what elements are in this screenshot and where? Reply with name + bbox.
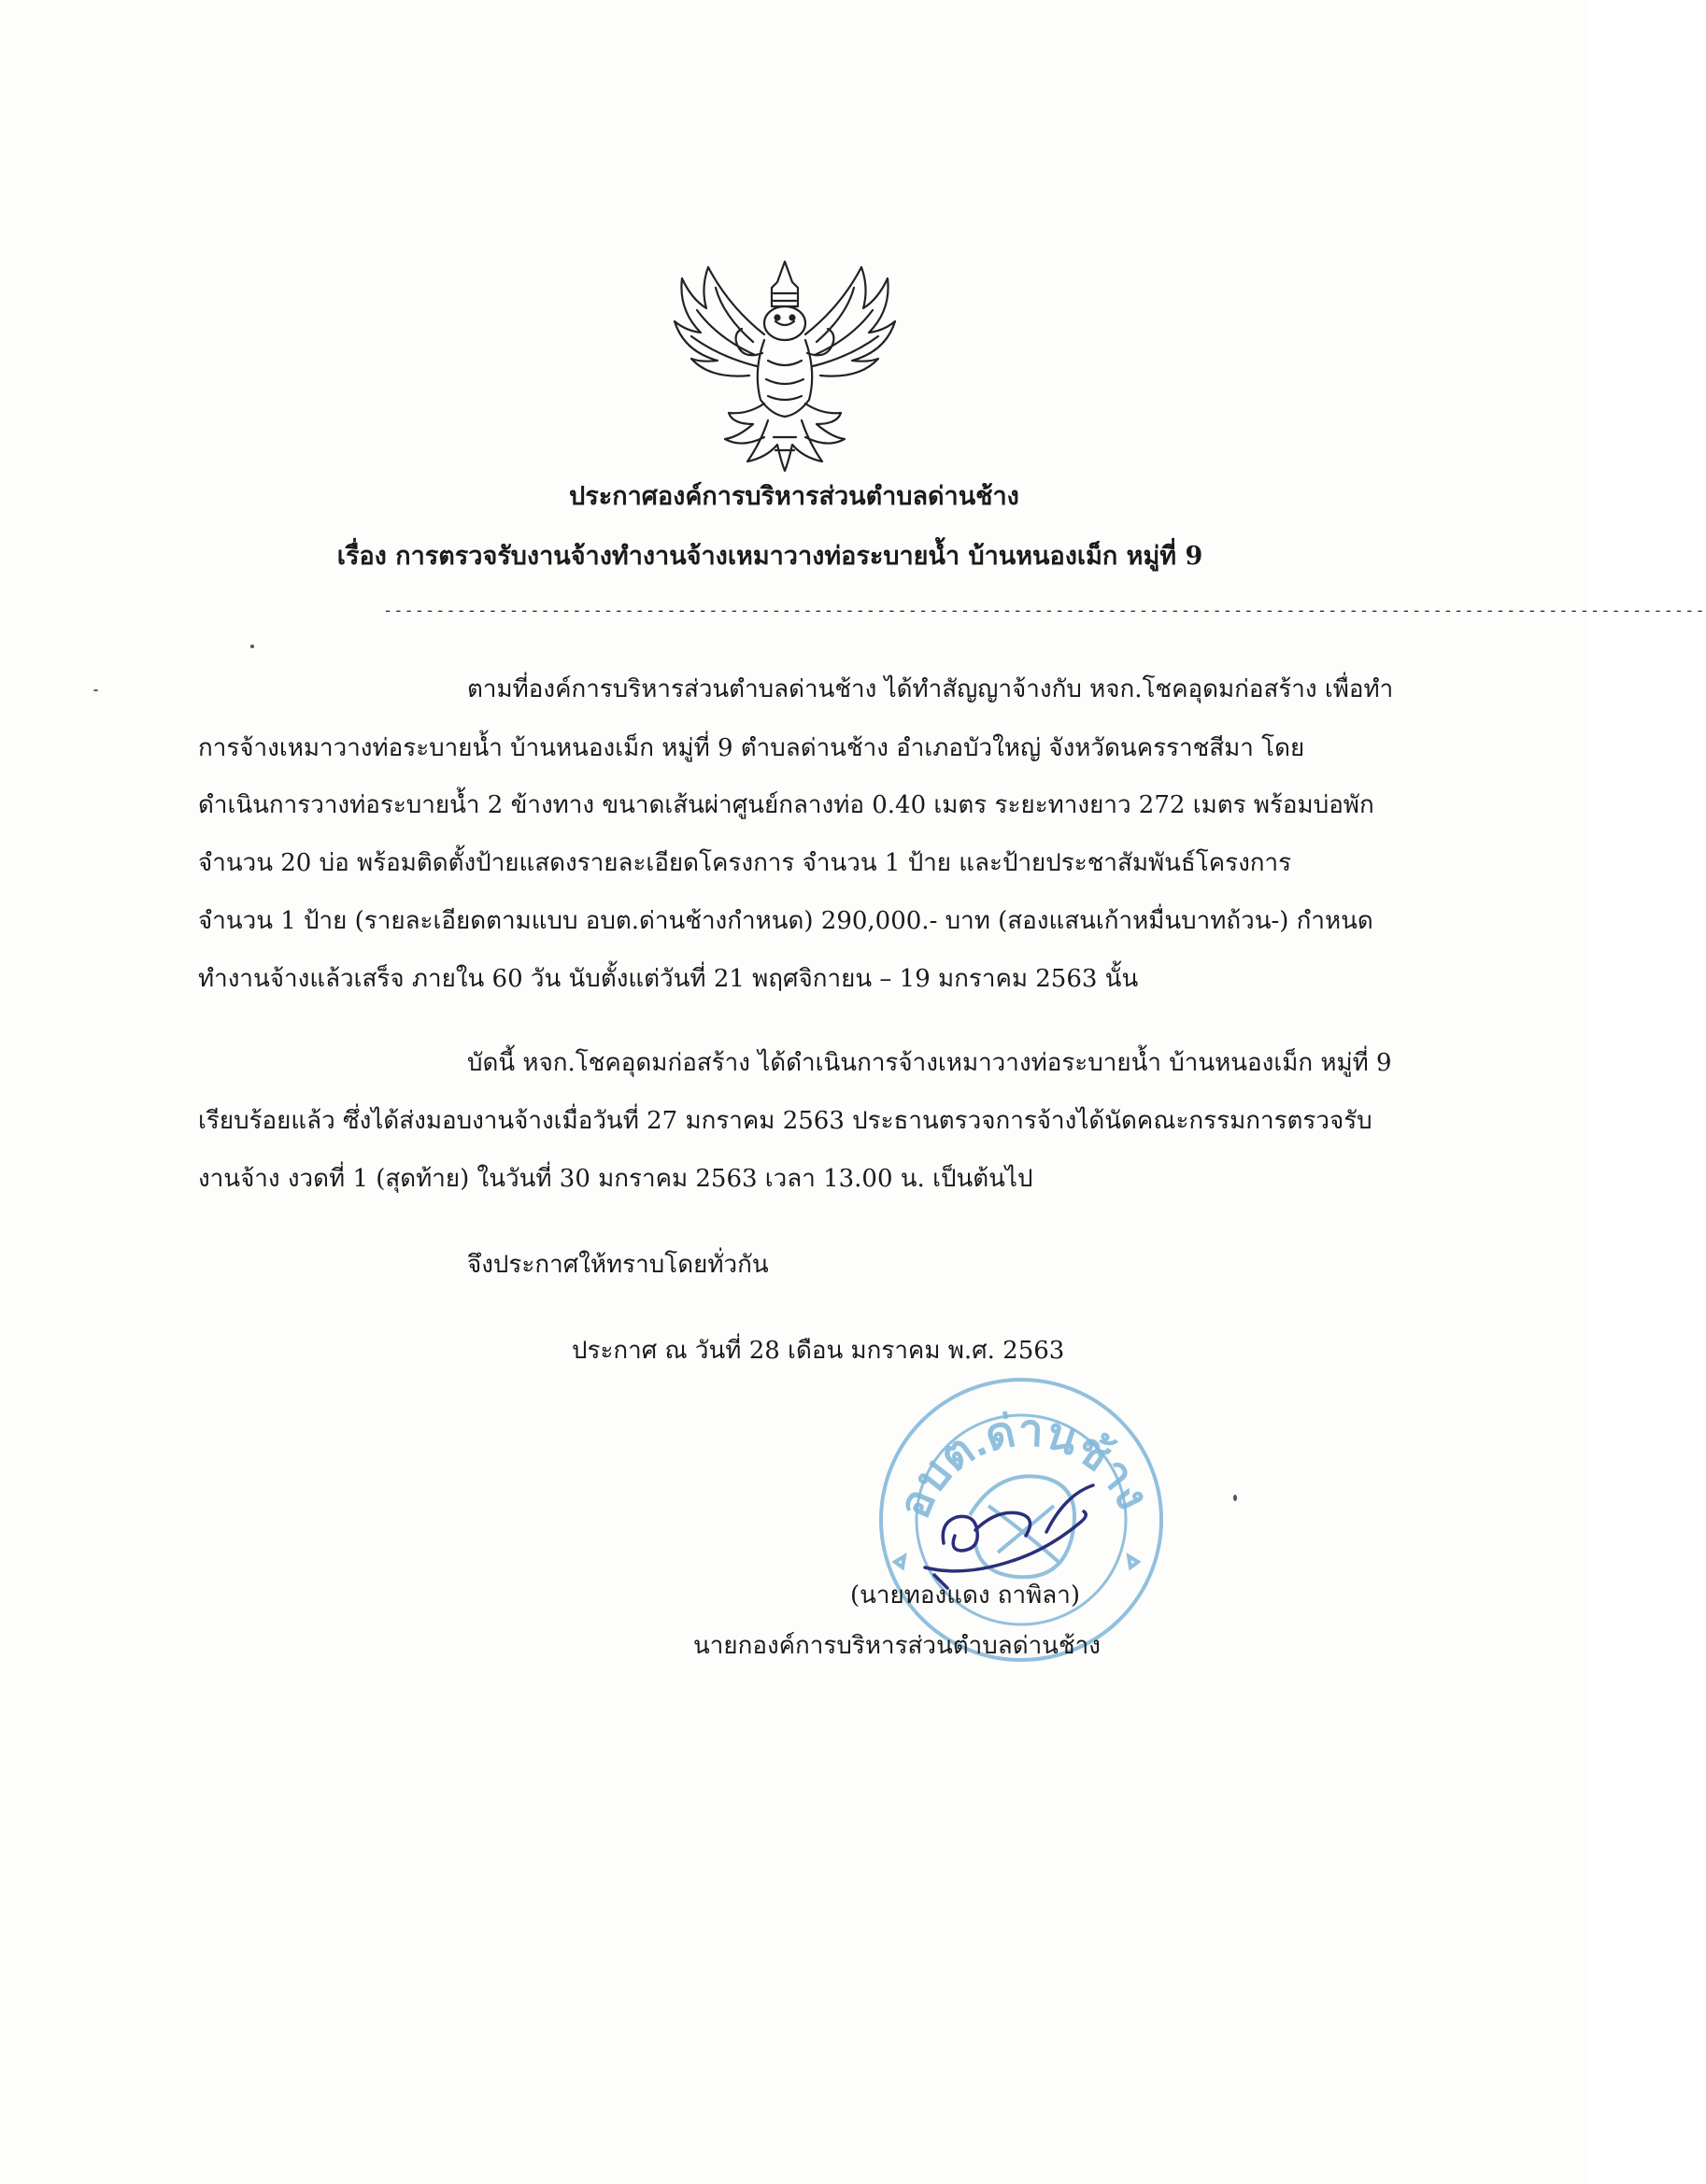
title-separator: ------------------------------------------------------------------------------------------------------------------------------ (383, 602, 1706, 620)
closing-line: จึงประกาศให้ทราบโดยทั่วกัน (467, 1251, 769, 1279)
scan-speck (1233, 1495, 1237, 1501)
paragraph1-line: การจ้างเหมาวางท่อระบายน้ำ บ้านหนองเม็ก หมู่ที่ 9 ตำบลด่านช้าง อำเภอบัวใหญ่ จังหวัดนครราชสีมา โดย (198, 734, 1305, 762)
scan-speck (93, 689, 98, 691)
signatory-position: นายกองค์การบริหารส่วนตำบลด่านช้าง (693, 1632, 1101, 1660)
paragraph1-line: ตามที่องค์การบริหารส่วนตำบลด่านช้าง ได้ทำสัญญาจ้างกับ หจก.โชคอุดมก่อสร้าง เพื่อทำ (467, 675, 1394, 703)
signatory-name: (นายทองแดง ถาพิลา) (850, 1581, 1080, 1610)
stamp-text: อบต.ด่านช้าง (889, 1406, 1159, 1525)
paragraph2-line: งานจ้าง งวดที่ 1 (สุดท้าย) ในวันที่ 30 มกราคม 2563 เวลา 13.00 น. เป็นต้นไป (198, 1165, 1033, 1193)
paragraph2-line: เรียบร้อยแล้ว ซึ่งได้ส่งมอบงานจ้างเมื่อวันที่ 27 มกราคม 2563 ประธานตรวจการจ้างได้นัดคณะกรรมการตรวจรับ (198, 1107, 1372, 1135)
paragraph2-line: บัดนี้ หจก.โชคอุดมก่อสร้าง ได้ดำเนินการจ้างเหมาวางท่อระบายน้ำ บ้านหนองเม็ก หมู่ที่ 9 (467, 1049, 1392, 1077)
announcement-subject: เรื่อง การตรวจรับงานจ้างทำงานจ้างเหมาวางท่อระบายน้ำ บ้านหนองเม็ก หมู่ที่ 9 (336, 542, 1203, 571)
scan-speck (250, 645, 254, 648)
garuda-emblem (663, 250, 906, 475)
paragraph1-line: ดำเนินการวางท่อระบายน้ำ 2 ข้างทาง ขนาดเส้นผ่าศูนย์กลางท่อ 0.40 เมตร ระยะทางยาว 272 เมตร พร้อมบ่อพัก (198, 791, 1374, 819)
date-line: ประกาศ ณ วันที่ 28 เดือน มกราคม พ.ศ. 2563 (572, 1337, 1065, 1365)
paragraph1-line: จำนวน 20 บ่อ พร้อมติดตั้งป้ายแสดงรายละเอียดโครงการ จำนวน 1 ป้าย และป้ายประชาสัมพันธ์โครงการ (198, 849, 1292, 877)
paragraph1-line: ทำงานจ้างแล้วเสร็จ ภายใน 60 วัน นับตั้งแต่วันที่ 21 พฤศจิกายน – 19 มกราคม 2563 นั้น (198, 965, 1139, 993)
paragraph1-line: จำนวน 1 ป้าย (รายละเอียดตามแบบ อบต.ด่านช้างกำหนด) 290,000.- บาท (สองแสนเก้าหมื่นบาทถ้วน-) กำหนด (198, 907, 1373, 935)
announcement-title: ประกาศองค์การบริหารส่วนตำบลด่านช้าง (569, 482, 1019, 511)
